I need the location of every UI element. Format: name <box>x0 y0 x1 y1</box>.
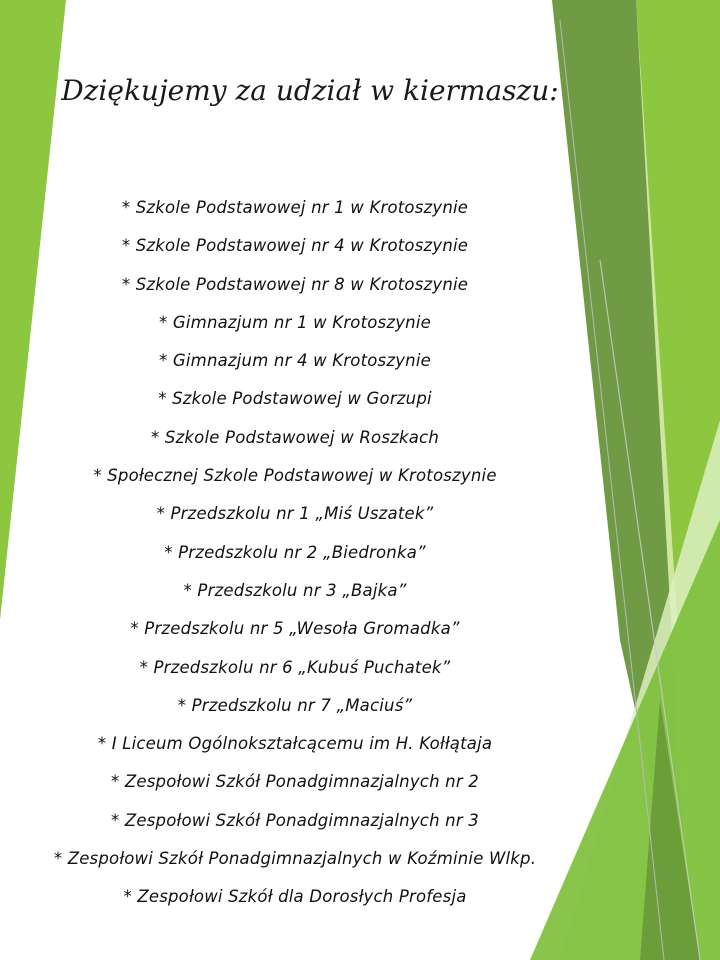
list-item: * Przedszkolu nr 2 „Biedronka” <box>164 542 426 562</box>
list-item: * Społecznej Szkole Podstawowej w Krotoszynie <box>93 466 497 486</box>
list-item: * I Liceum Ogólnokształcącemu im H. Kołłątaja <box>97 734 493 754</box>
list-item: * Zespołowi Szkół Ponadgimnazjalnych nr 2 <box>111 772 479 792</box>
list-item: * Przedszkolu nr 1 „Miś Uszatek” <box>156 504 434 524</box>
list-item: * Zespołowi Szkół Ponadgimnazjalnych w Koźminie Wlkp. <box>53 849 537 869</box>
list-item: * Szkole Podstawowej w Gorzupi <box>158 389 432 409</box>
list-item: * Przedszkolu nr 6 „Kubuś Puchatek” <box>139 657 451 677</box>
list-item: * Zespołowi Szkół dla Dorosłych Profesja <box>123 887 467 907</box>
list-item: * Przedszkolu nr 3 „Bajka” <box>183 580 407 600</box>
list-item: * Przedszkolu nr 7 „Maciuś” <box>177 695 413 715</box>
list-item: * Szkole Podstawowej nr 4 w Krotoszynie <box>121 236 469 256</box>
school-list <box>0 194 590 922</box>
page-title: Dziękujemy za udział w kiermaszu: <box>61 74 559 107</box>
list-item: * Gimnazjum nr 1 w Krotoszynie <box>159 312 431 332</box>
list-item: * Szkole Podstawowej nr 8 w Krotoszynie <box>121 274 469 294</box>
list-item: * Przedszkolu nr 5 „Wesoła Gromadka” <box>130 619 460 639</box>
list-item: * Szkole Podstawowej nr 1 w Krotoszynie <box>121 198 469 217</box>
list-item: * Szkole Podstawowej w Roszkach <box>151 427 439 447</box>
list-item: * Gimnazjum nr 4 w Krotoszynie <box>159 351 431 371</box>
list-item: * Zespołowi Szkół Ponadgimnazjalnych nr 3 <box>111 810 479 830</box>
